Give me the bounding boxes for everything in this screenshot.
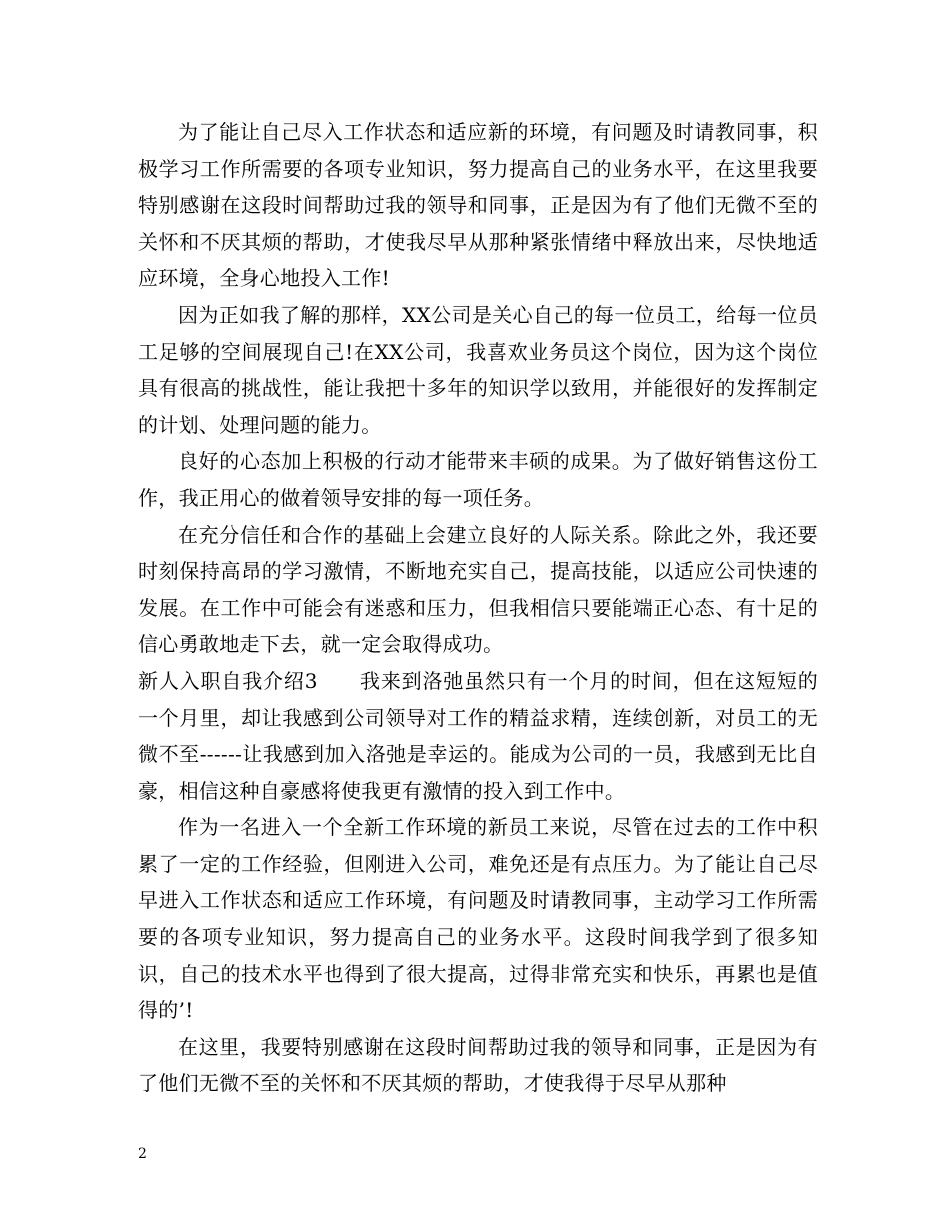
paragraph-4: 在充分信任和合作的基础上会建立良好的人际关系。除此之外，我还要时刻保持高昂的学习激情，不断地充实自己，提高技能，以适应公司快速的发展。在工作中可能会有迷惑和压力，但我相信只要能端正心态、有十足的信心勇敢地走下去，就一定会取得成功。 [138, 522, 818, 657]
paragraph-5: 新人入职自我介绍3 我来到洛弛虽然只有一个月的时间，但在这短短的一个月里，却让我感到公司领导对工作的精益求精，连续创新，对员工的无微不至------让我感到加入洛弛是幸运的。能成为公司的一员，我感到无比自豪，相信这种自豪感将使我更有激情的投入到工作中。 [138, 668, 818, 803]
paragraph-3: 良好的心态加上积极的行动才能带来丰硕的成果。为了做好销售这份工作，我正用心的做着领导安排的每一项任务。 [138, 449, 818, 510]
paragraph-2: 因为正如我了解的那样，XX公司是关心自己的每一位员工，给每一位员工足够的空间展现自己!在XX公司，我喜欢业务员这个岗位，因为这个岗位具有很高的挑战性，能让我把十多年的知识学以致用，并能很好的发挥制定的计划、处理问题的能力。 [138, 302, 818, 437]
document-body [138, 114, 818, 1102]
paragraph-7: 在这里，我要特别感谢在这段时间帮助过我的领导和同事，正是因为有了他们无微不至的关怀和不厌其烦的帮助，才使我得于尽早从那种 [138, 1034, 818, 1096]
paragraph-1: 为了能让自己尽入工作状态和适应新的环境，有问题及时请教同事，积极学习工作所需要的各项专业知识，努力提高自己的业务水平，在这里我要特别感谢在这段时间帮助过我的领导和同事，正是因为有了他们无微不至的关怀和不厌其烦的帮助，才使我尽早从那种紧张情绪中释放出来，尽快地适应环境，全身心地投入工作! [138, 120, 818, 291]
paragraph-6: 作为一名进入一个全新工作环境的新员工来说，尽管在过去的工作中积累了一定的工作经验，但刚进入公司，难免还是有点压力。为了能让自己尽早进入工作状态和适应工作环境，有问题及时请教同事，主动学习工作所需要的各项专业知识，努力提高自己的业务水平。这段时间我学到了很多知识，自己的技术水平也得到了很大提高，过得非常充实和快乐，再累也是值得的’! [138, 815, 818, 1023]
page-number: 2 [138, 1146, 147, 1162]
